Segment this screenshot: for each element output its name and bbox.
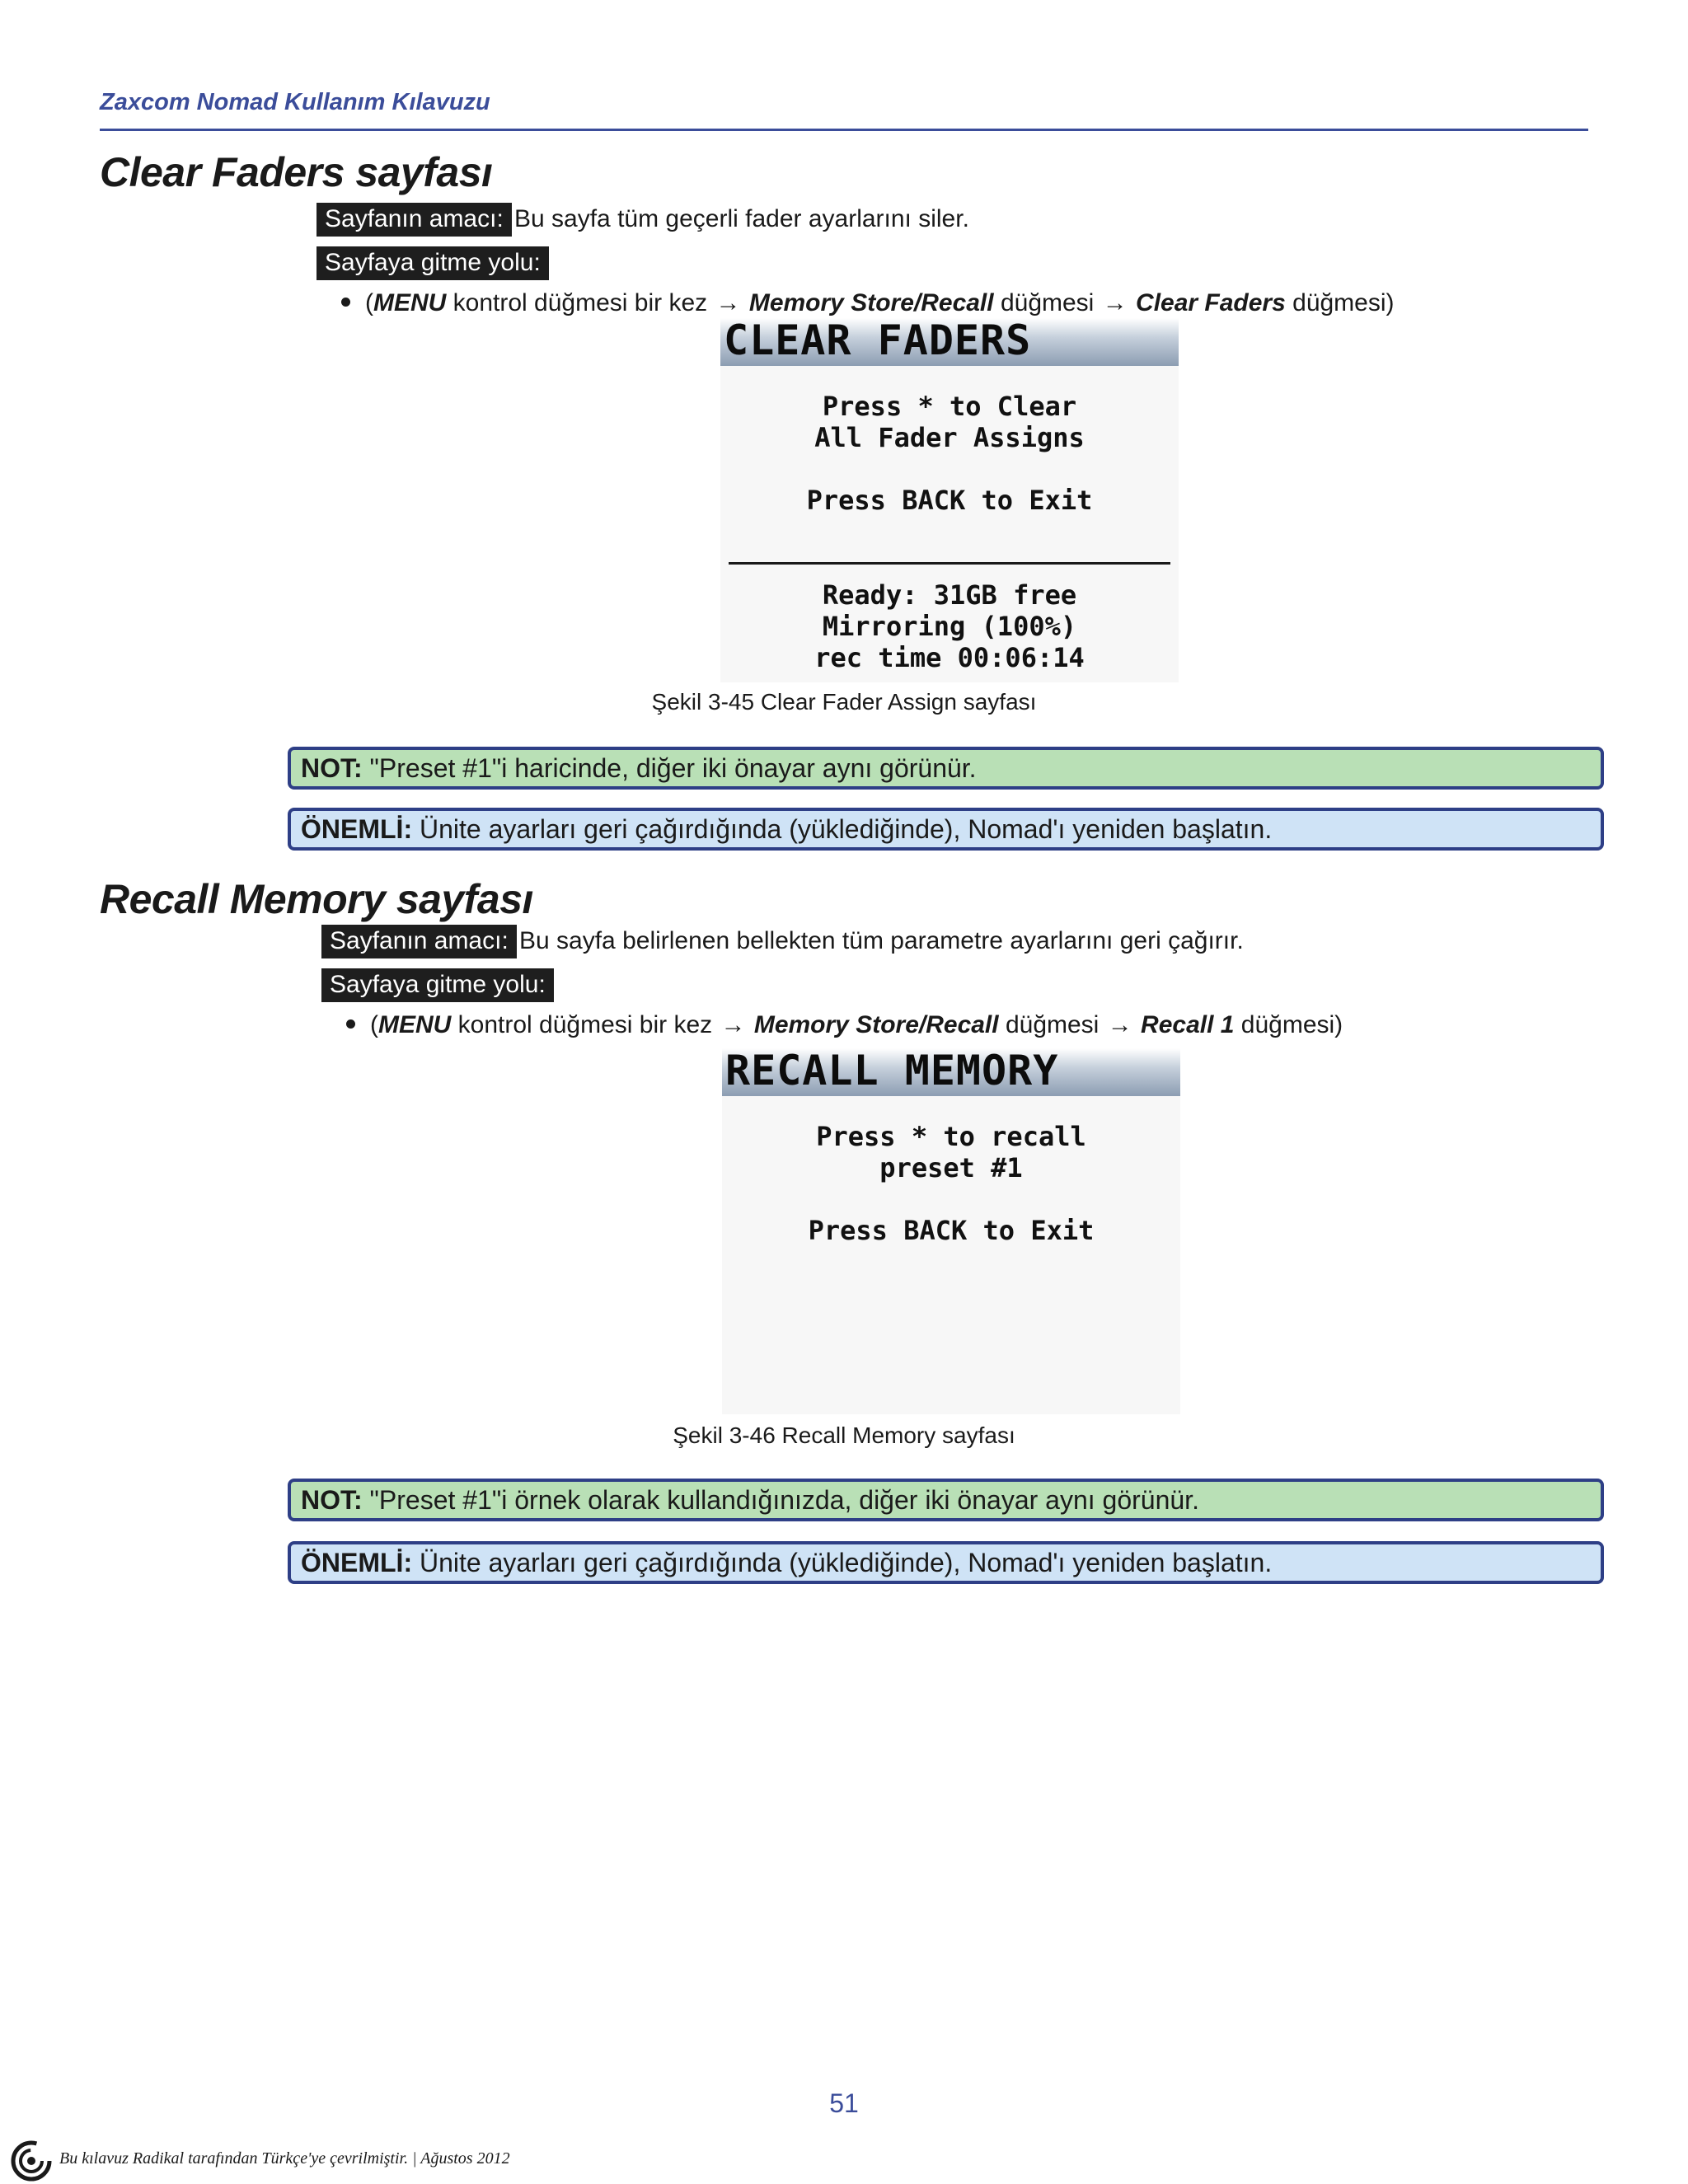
purpose-label: Sayfanın amacı:: [321, 925, 517, 958]
menu-keyword: MENU: [378, 1011, 452, 1038]
path-label: Sayfaya gitme yolu:: [321, 968, 554, 1002]
important-box: [288, 808, 1604, 851]
screen-title: CLEAR FADERS: [720, 318, 1179, 366]
purpose-label: Sayfanın amacı:: [316, 203, 512, 237]
radikal-logo-icon: [10, 2139, 53, 2182]
screen-status-line: rec time 00:06:14: [814, 642, 1085, 673]
navigation-path: (MENU kontrol düğmesi bir kez → Memory Store/Recall düğmesi → Recall 1 düğmesi): [346, 1010, 1343, 1040]
device-screen-recall-memory: [722, 1048, 1180, 1414]
section-title-clear-faders: Clear Faders sayfası: [100, 149, 493, 195]
important-text: Ünite ayarları geri çağırdığında (yüklediğinde), Nomad'ı yeniden başlatın.: [412, 1548, 1273, 1577]
arrow-right-icon: →: [720, 1011, 746, 1038]
figure-caption: Şekil 3-46 Recall Memory sayfası: [673, 1422, 1015, 1448]
purpose-text: Bu sayfa tüm geçerli fader ayarlarını siler.: [514, 205, 969, 232]
note-box: [288, 1479, 1604, 1521]
bullet-icon: [346, 1019, 355, 1029]
purpose-text: Bu sayfa belirlenen bellekten tüm parametre ayarlarını geri çağırır.: [519, 927, 1244, 954]
arrow-right-icon: →: [1102, 289, 1128, 316]
navigation-path: (MENU kontrol düğmesi bir kez → Memory Store/Recall düğmesi → Clear Faders düğmesi): [341, 288, 1395, 318]
screen-line: Press * to Clear: [822, 391, 1077, 422]
path-label: Sayfaya gitme yolu:: [316, 246, 549, 280]
screen-line: Press BACK to Exit: [808, 1215, 1095, 1246]
note-text: "Preset #1"i örnek olarak kullandığınızda, diğer iki önayar aynı görünür.: [362, 1485, 1199, 1515]
screen-line: [722, 1183, 1180, 1215]
important-label: ÖNEMLİ:: [301, 814, 413, 844]
important-label: ÖNEMLİ:: [301, 1548, 413, 1577]
memory-store-recall-keyword: Memory Store/Recall: [748, 289, 994, 316]
important-text: Ünite ayarları geri çağırdığında (yüklediğinde), Nomad'ı yeniden başlatın.: [412, 814, 1273, 844]
screen-line: [720, 453, 1179, 485]
menu-keyword: MENU: [373, 289, 447, 316]
bullet-icon: [341, 298, 350, 307]
note-label: NOT:: [301, 753, 363, 783]
figure-caption: Şekil 3-45 Clear Fader Assign sayfası: [651, 689, 1037, 715]
screen-line: All Fader Assigns: [814, 422, 1085, 453]
page-number: 51: [829, 2088, 859, 2118]
screen-line: Press BACK to Exit: [806, 485, 1093, 516]
screen-title: RECALL MEMORY: [722, 1048, 1180, 1096]
section-title-recall-memory: Recall Memory sayfası: [100, 876, 533, 922]
note-text: "Preset #1"i haricinde, diğer iki önayar aynı görünür.: [362, 753, 977, 783]
recall-1-keyword: Recall 1: [1141, 1011, 1235, 1038]
screen-status-line: Mirroring (100%): [822, 611, 1077, 642]
screen-line: preset #1: [879, 1152, 1023, 1183]
header-rule: [100, 129, 1588, 131]
device-screen-clear-faders: [720, 318, 1179, 682]
memory-store-recall-keyword: Memory Store/Recall: [753, 1011, 999, 1038]
footer-credit: Bu kılavuz Radikal tarafından Türkçe'ye çevrilmiştir. | Ağustos 2012: [59, 2149, 510, 2168]
important-box: [288, 1541, 1604, 1584]
screen-line: Press * to recall: [816, 1121, 1086, 1152]
screen-status-line: Ready: 31GB free: [822, 579, 1077, 611]
clear-faders-keyword: Clear Faders: [1136, 289, 1286, 316]
arrow-right-icon: →: [1107, 1011, 1132, 1038]
arrow-right-icon: →: [715, 289, 741, 316]
note-box: [288, 747, 1604, 790]
note-label: NOT:: [301, 1485, 363, 1515]
running-header: Zaxcom Nomad Kullanım Kılavuzu: [100, 89, 490, 115]
